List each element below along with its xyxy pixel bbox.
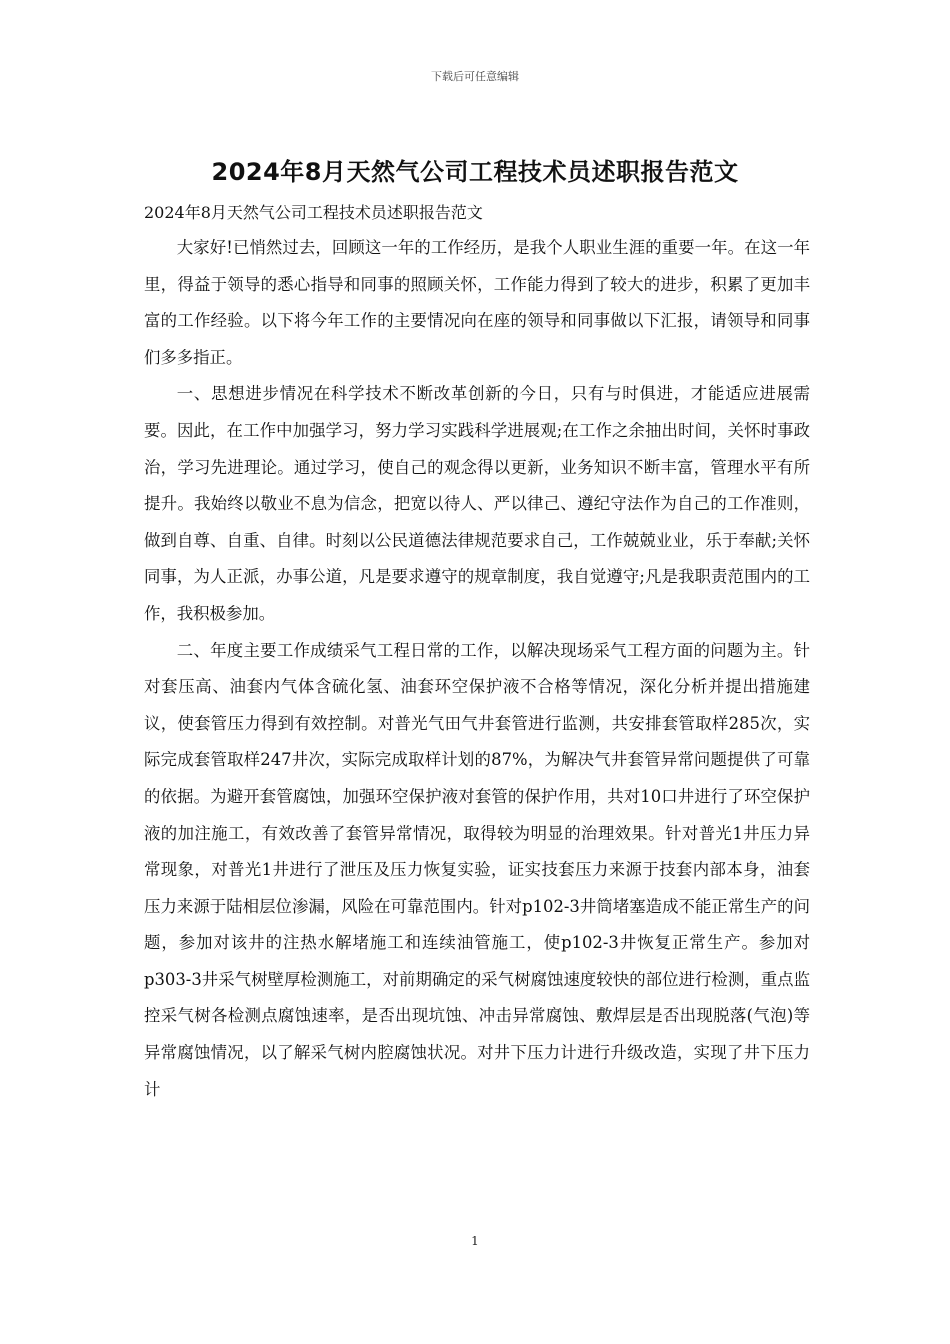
document-title: 2024年8月天然气公司工程技术员述职报告范文 [211,158,739,186]
document-body [144,200,810,1108]
document-subtitle: 2024年8月天然气公司工程技术员述职报告范文 [144,203,483,222]
paragraph-ideology: 一、思想进步情况在科学技术不断改革创新的今日，只有与时俱进，才能适应进展需要。因此，在工作中加强学习，努力学习实践科学进展观;在工作之余抽出时间，关怀时事政治，学习先进理论。通过学习，使自己的观念得以更新，业务知识不断丰富，管理水平有所提升。我始终以敬业不息为信念，把宽以待人、严以律己、遵纪守法作为自己的工作准则，做到自尊、自重、自律。时刻以公民道德法律规范要求自己，工作兢兢业业，乐于奉献;关怀同事，为人正派，办事公道，凡是要求遵守的规章制度，我自觉遵守;凡是我职责范围内的工作，我积极参加。 [144,384,810,623]
page-number: 1 [471,1234,479,1248]
page-header-note: 下载后可任意编辑 [431,70,519,83]
paragraph-intro: 大家好!已悄然过去，回顾这一年的工作经历，是我个人职业生涯的重要一年。在这一年里，得益于领导的悉心指导和同事的照顾关怀，工作能力得到了较大的进步，积累了更加丰富的工作经验。以下将今年工作的主要情况向在座的领导和同事做以下汇报，请领导和同事们多多指正。 [144,238,810,367]
paragraph-achievements: 二、年度主要工作成绩采气工程日常的工作，以解决现场采气工程方面的问题为主。针对套压高、油套内气体含硫化氢、油套环空保护液不合格等情况，深化分析并提出措施建议，使套管压力得到有效控制。对普光气田气井套管进行监测，共安排套管取样285次，实际完成套管取样247井次，实际完成取样计划的87%，为解决气井套管异常问题提供了可靠的依据。为避开套管腐蚀，加强环空保护液对套管的保护作用，共对10口井进行了环空保护液的加注施工，有效改善了套管异常情况，取得较为明显的治理效果。针对普光1井压力异常现象，对普光1井进行了泄压及压力恢复实验，证实技套压力来源于技套内部本身，油套压力来源于陆相层位渗漏，风险在可靠范围内。针对p102-3井筒堵塞造成不能正常生产的问题，参加对该井的注热水解堵施工和连续油管施工，使p102-3井恢复正常生产。参加对p303-3井采气树壁厚检测施工，对前期确定的采气树腐蚀速度较快的部位进行检测，重点监控采气树各检测点腐蚀速率，是否出现坑蚀、冲击异常腐蚀、敷焊层是否出现脱落(气泡)等异常腐蚀情况，以了解采气树内腔腐蚀状况。对井下压力计进行升级改造，实现了井下压力计 [144,640,810,1099]
